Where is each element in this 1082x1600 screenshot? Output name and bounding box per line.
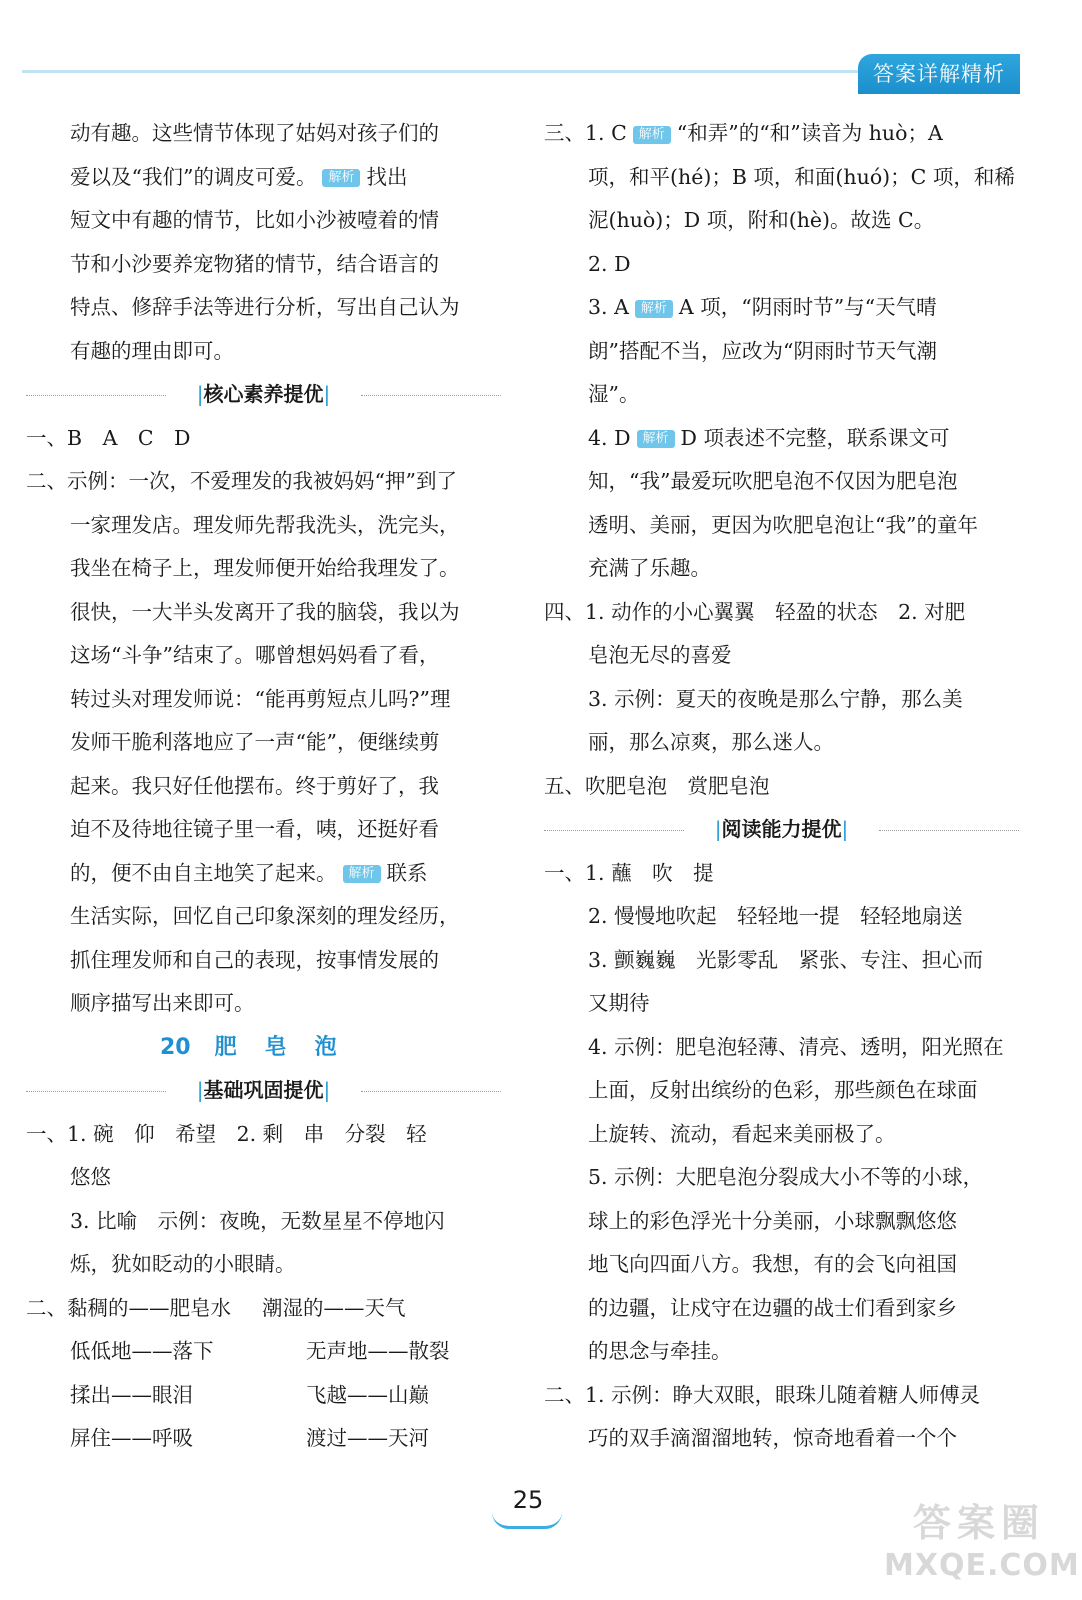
text-line: 朗”搭配不当，应改为“阴雨时节天气潮 <box>588 338 937 363</box>
match-row: 屏住——呼吸 渡过——天河 <box>70 1426 429 1450</box>
section-heading: |阅读能力提优| <box>544 808 1019 852</box>
text-line: 上面，反射出缤纷的色彩，那些颜色在球面 <box>588 1078 978 1102</box>
page-number-swoosh <box>492 1512 562 1529</box>
answer-line: 二、1. 示例：睁大双眼，眼珠儿随着糖人师傅灵 <box>544 1382 981 1407</box>
text-line: 抓住理发师和自己的表现，按事情发展的 <box>70 947 439 972</box>
text-line: 动有趣。这些情节体现了姑妈对孩子们的 <box>70 121 439 145</box>
answer-line: 3. 比喻 示例：夜晚，无数星星不停地闪 <box>70 1208 445 1233</box>
answer-line: 5. 示例：大肥皂泡分裂成大小不等的小球， <box>588 1165 984 1189</box>
text-line: 的边疆，让戍守在边疆的战士们看到家乡 <box>588 1295 957 1320</box>
answer-line: 2. 慢慢地吹起 轻轻地一提 轻轻地扇送 <box>588 904 963 928</box>
analysis-tag: 解析 <box>635 300 673 318</box>
text-line: 项，和平(hé)；B 项，和面(huó)；C 项，和稀 <box>588 164 1015 189</box>
text-line: 透明、美丽，更因为吹肥皂泡让“我”的童年 <box>588 512 978 537</box>
text-line: 的思念与牵挂。 <box>588 1339 732 1363</box>
match-row: 低低地——落下 无声地——散裂 <box>70 1339 450 1363</box>
text-line: 地飞向四面八方。我想，有的会飞向祖国 <box>588 1252 957 1276</box>
text-line: 起来。我只好任他摆布。终于剪好了，我 <box>70 773 439 798</box>
answer-line: 二、示例：一次，不爱理发的我被妈妈“押”到了 <box>26 469 457 493</box>
match-row: 揉出——眼泪 飞越——山巅 <box>70 1382 429 1407</box>
text-line: 顺序描写出来即可。 <box>70 991 255 1015</box>
text-line: 生活实际，回忆自己印象深刻的理发经历， <box>70 904 460 928</box>
text-line: 巧的双手滴溜溜地转，惊奇地看着一个个 <box>588 1426 957 1450</box>
text-line: 发师干脆利落地应了一声“能”，便继续剪 <box>70 730 440 754</box>
answer-line: 4. 示例：肥皂泡轻薄、清亮、透明，阳光照在 <box>588 1034 1004 1059</box>
header-tab: 答案详解精析 <box>858 54 1020 94</box>
watermark-text: 答案圈 <box>912 1501 1045 1545</box>
text-line: 上旋转、流动，看起来美丽极了。 <box>588 1121 896 1146</box>
analysis-tag: 解析 <box>343 865 381 883</box>
text-line: 充满了乐趣。 <box>588 556 711 580</box>
text-line: 特点、修辞手法等进行分析，写出自己认为 <box>70 295 460 319</box>
page-number: 25 <box>512 1486 544 1514</box>
text-line: 短文中有趣的情节，比如小沙被噎着的情 <box>70 208 439 232</box>
text-line: 这场“斗争”结束了。哪曾想妈妈看了看， <box>70 643 440 667</box>
text-line: 烁，犹如眨动的小眼睛。 <box>70 1252 296 1276</box>
analysis-tag: 解析 <box>637 430 675 448</box>
text-line: 知，“我”最爱玩吹肥皂泡不仅因为肥皂泡 <box>588 469 958 493</box>
answer-line: 3. 颤巍巍 光影零乱 紧张、专注、担心而 <box>588 947 984 972</box>
text-line: 丽，那么凉爽，那么迷人。 <box>588 730 834 754</box>
answer-line: 4. D 解析 D 项表述不完整，联系课文可 <box>588 425 950 450</box>
match-row: 二、黏稠的——肥皂水 潮湿的——天气 <box>26 1295 406 1320</box>
analysis-tag: 解析 <box>633 126 671 144</box>
watermark-logo <box>884 1500 1080 1592</box>
text-line: 皂泡无尽的喜爱 <box>588 643 732 667</box>
answer-line: 一、1. 碗 仰 希望 2. 剩 串 分裂 轻 <box>26 1121 427 1146</box>
text-line: 又期待 <box>588 991 650 1015</box>
answer-line: 三、1. C 解析 “和弄”的“和”读音为 huò；A <box>544 121 943 145</box>
answer-line: 3. 示例：夏天的夜晚是那么宁静，那么美 <box>588 686 963 711</box>
answer-line: 3. A 解析 A 项，“阴雨时节”与“天气晴 <box>588 295 937 319</box>
section-heading: |核心素养提优| <box>26 373 501 417</box>
left-column <box>26 112 501 1461</box>
text-line: 转过头对理发师说：“能再剪短点儿吗?”理 <box>70 686 451 711</box>
answer-line: 五、吹肥皂泡 赏肥皂泡 <box>544 773 770 798</box>
text-line: 的，便不由自主地笑了起来。 解析 联系 <box>70 860 428 885</box>
answer-line: 四、1. 动作的小心翼翼 轻盈的状态 2. 对肥 <box>544 599 966 624</box>
header-rule <box>22 70 882 73</box>
text-line: 球上的彩色浮光十分美丽，小球飘飘悠悠 <box>588 1208 957 1233</box>
analysis-tag: 解析 <box>322 169 360 187</box>
answer-line: 一、B A C D <box>26 425 191 450</box>
watermark-url: MXQE.COM <box>884 1548 1080 1583</box>
text-line: 有趣的理由即可。 <box>70 338 234 363</box>
text-line: 泥(huò)；D 项，附和(hè)。故选 C。 <box>588 208 935 232</box>
text-line: 节和小沙要养宠物猪的情节，结合语言的 <box>70 251 439 276</box>
text-line: 很快，一大半头发离开了我的脑袋，我以为 <box>70 599 460 624</box>
right-column <box>544 112 1019 1461</box>
text-line: 迫不及待地往镜子里一看，咦，还挺好看 <box>70 817 439 841</box>
lesson-title: 20 肥皂泡 <box>160 1034 365 1060</box>
text-line: 我坐在椅子上，理发师便开始给我理发了。 <box>70 556 460 580</box>
answer-line: 一、1. 蘸 吹 提 <box>544 860 714 885</box>
text-line: 悠悠 <box>70 1165 111 1189</box>
text-line: 爱以及“我们”的调皮可爱。 解析 找出 <box>70 164 408 189</box>
text-line: 一家理发店。理发师先帮我洗头，洗完头， <box>70 512 460 537</box>
answer-line: 2. D <box>588 251 631 276</box>
section-heading: |基础巩固提优| <box>26 1069 501 1113</box>
text-line: 湿”。 <box>588 382 640 406</box>
